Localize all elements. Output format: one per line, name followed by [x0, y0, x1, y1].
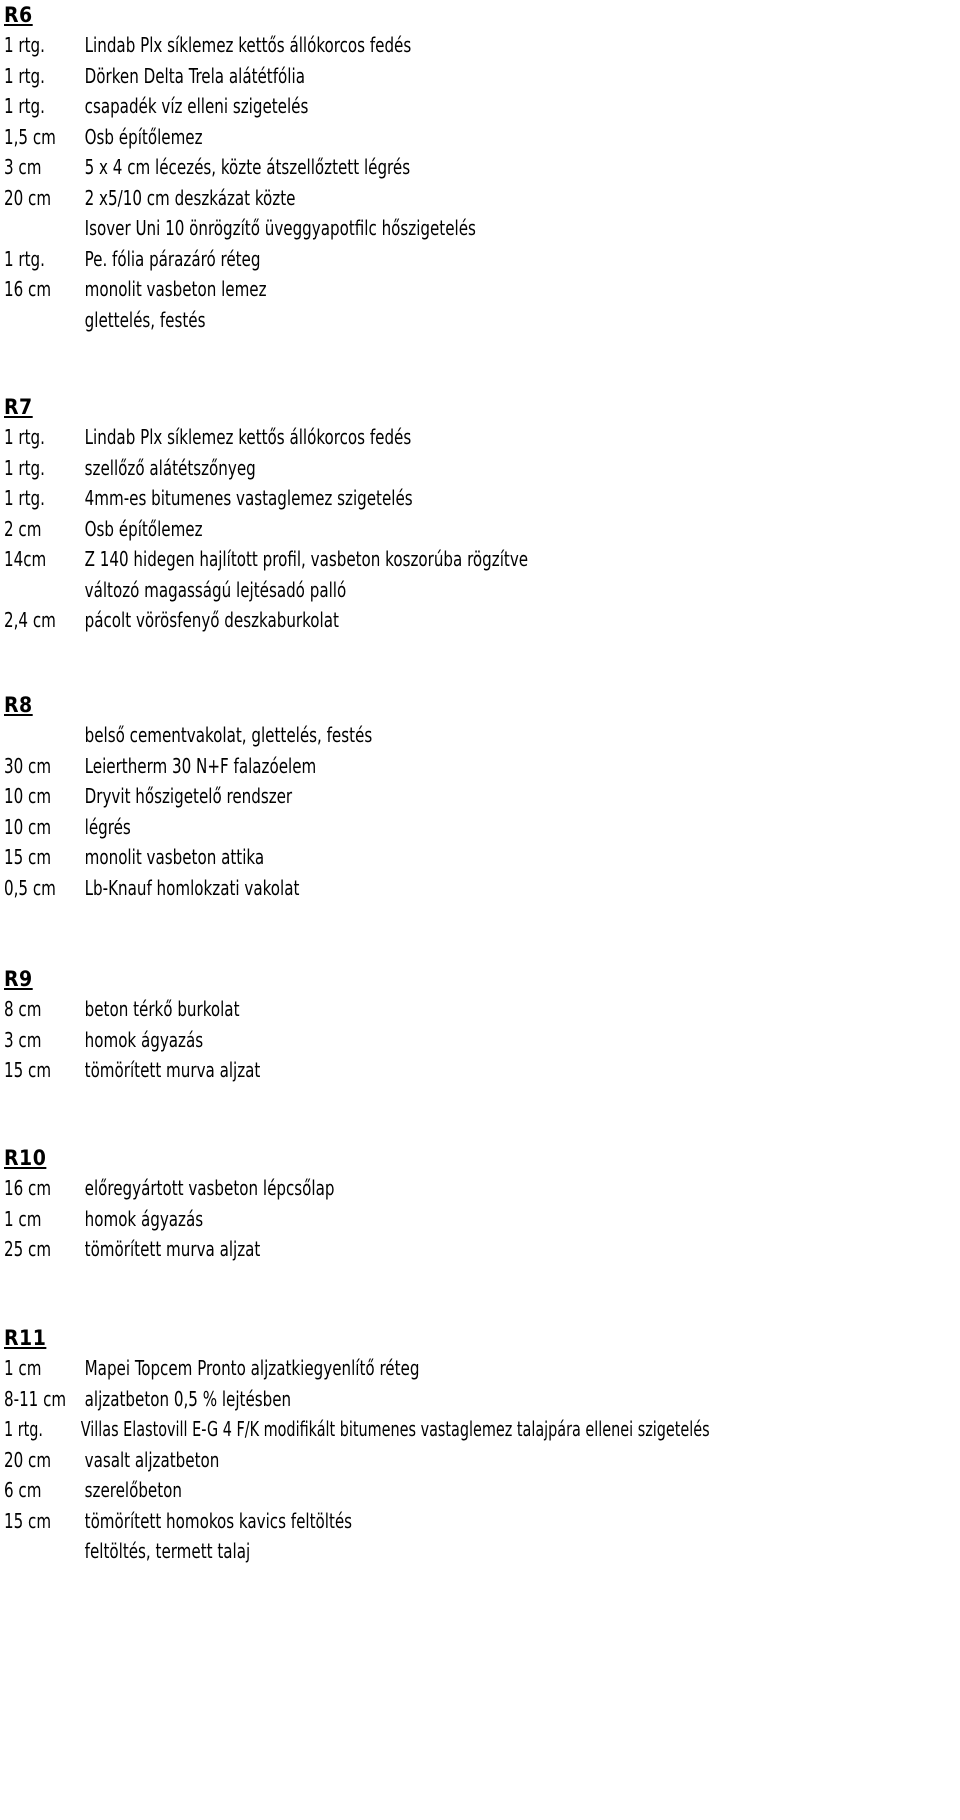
layer-thickness: 16 cm	[4, 1176, 52, 1200]
layer-description: feltöltés, termett talaj	[84, 1539, 251, 1563]
section-r11	[4, 1323, 956, 1567]
layer-row	[4, 842, 804, 873]
layer-description: Lb-Knauf homlokzati vakolat	[84, 875, 300, 900]
section-r7	[4, 392, 956, 636]
layer-thickness: 15 cm	[4, 1508, 52, 1533]
layer-description: 4mm-es bitumenes vastaglemez szigetelés	[84, 486, 413, 510]
layer-row	[4, 1173, 804, 1204]
layer-description: előregyártott vasbeton lépcsőlap	[84, 1176, 335, 1200]
layer-thickness: 1,5 cm	[4, 124, 56, 149]
layer-thickness: 20 cm	[4, 185, 52, 210]
section-title: R8	[4, 693, 33, 717]
layer-row	[4, 1445, 804, 1476]
layer-row	[4, 514, 804, 545]
section-title: R6	[4, 3, 33, 27]
layer-thickness: 8-11 cm	[4, 1386, 67, 1411]
layer-thickness: 1 rtg.	[4, 63, 45, 88]
layer-description: glettelés, festés	[84, 307, 206, 332]
layer-thickness: 10 cm	[4, 814, 52, 839]
section-title: R11	[4, 1326, 47, 1350]
layer-description: Lindab Plx síklemez kettős állókorcos fedés	[84, 425, 412, 449]
layer-row	[4, 1506, 804, 1537]
section-r9	[4, 964, 956, 1086]
layer-row	[4, 544, 804, 575]
layer-description: aljzatbeton 0,5 % lejtésben	[84, 1386, 292, 1411]
layer-thickness: 1 rtg.	[4, 425, 45, 449]
layer-thickness: 0,5 cm	[4, 875, 56, 900]
layer-description: Dörken Delta Trela alátétfólia	[84, 63, 305, 88]
layer-description: homok ágyazás	[84, 1206, 204, 1231]
layer-row	[4, 751, 804, 782]
layer-row	[4, 122, 804, 153]
layer-row	[4, 1025, 804, 1056]
layer-thickness	[4, 1536, 85, 1567]
layer-row	[4, 91, 804, 122]
layer-description: tömörített homokos kavics feltöltés	[84, 1508, 353, 1533]
section-r10	[4, 1143, 956, 1265]
layer-row	[4, 183, 804, 214]
layer-row	[4, 873, 804, 904]
layer-description: Isover Uni 10 önrögzítő üveggyapotfilc hőszigetelés	[84, 216, 476, 240]
layer-thickness: 16 cm	[4, 277, 52, 301]
layer-thickness: 15 cm	[4, 1058, 52, 1082]
layer-description: tömörített murva aljzat	[84, 1058, 261, 1082]
layer-row	[4, 575, 804, 606]
layer-description: Z 140 hidegen hajlított profil, vasbeton koszorúba rögzítve	[84, 547, 529, 571]
section-title: R10	[4, 1146, 47, 1170]
layer-thickness: 1 rtg.	[4, 1417, 43, 1441]
layer-row	[4, 422, 804, 453]
layer-row	[4, 213, 804, 244]
layer-description: 5 x 4 cm lécezés, közte átszellőztett légrés	[84, 155, 411, 179]
layer-thickness: 20 cm	[4, 1447, 52, 1472]
layer-description: monolit vasbeton lemez	[84, 277, 267, 301]
layer-row	[4, 1353, 804, 1384]
layer-thickness: 3 cm	[4, 155, 42, 179]
layer-thickness: 25 cm	[4, 1237, 52, 1261]
layer-row	[4, 605, 804, 636]
layer-description: Dryvit hőszigetelő rendszer	[84, 784, 293, 808]
layer-description: homok ágyazás	[84, 1027, 204, 1052]
layer-description: tömörített murva aljzat	[84, 1237, 261, 1261]
layer-row	[4, 30, 804, 61]
layer-row	[4, 1536, 804, 1567]
layer-thickness: 1 cm	[4, 1356, 42, 1380]
layer-description: belső cementvakolat, glettelés, festés	[84, 723, 373, 747]
layer-thickness	[4, 305, 85, 336]
layer-description: Mapei Topcem Pronto aljzatkiegyenlítő réteg	[84, 1356, 420, 1380]
layer-description: szellőző alátétszőnyeg	[84, 455, 256, 480]
layer-thickness: 30 cm	[4, 753, 52, 778]
layer-description: vasalt aljzatbeton	[84, 1447, 220, 1472]
layer-thickness	[4, 213, 85, 244]
layer-row	[4, 453, 804, 484]
layer-thickness: 6 cm	[4, 1478, 42, 1502]
layer-row	[4, 244, 804, 275]
layer-thickness: 2,4 cm	[4, 608, 56, 632]
layer-description: beton térkő burkolat	[84, 997, 240, 1021]
layer-description: szerelőbeton	[84, 1478, 182, 1502]
layer-description: Villas Elastovill E-G 4 F/K modifikált bitumenes vastaglemez talajpára ellenei szigetelés	[80, 1417, 710, 1441]
layer-thickness: 3 cm	[4, 1027, 42, 1052]
layer-description: Osb építőlemez	[84, 516, 203, 541]
layer-row	[4, 152, 804, 183]
layer-description: 2 x5/10 cm deszkázat közte	[84, 185, 296, 210]
layer-thickness: 1 rtg.	[4, 486, 45, 510]
layer-row	[4, 720, 804, 751]
layer-description: csapadék víz elleni szigetelés	[84, 94, 309, 118]
layer-description: Osb építőlemez	[84, 124, 203, 149]
layer-row	[4, 1204, 804, 1235]
layer-thickness	[4, 575, 85, 606]
section-r8	[4, 690, 956, 903]
section-r6	[4, 0, 956, 335]
layer-thickness: 1 rtg.	[4, 94, 45, 118]
layer-thickness: 8 cm	[4, 997, 42, 1021]
layer-row	[4, 1475, 804, 1506]
layer-row	[4, 483, 804, 514]
layer-thickness	[4, 720, 85, 751]
section-title: R9	[4, 967, 33, 991]
layer-thickness: 2 cm	[4, 516, 42, 541]
layer-description: pácolt vörösfenyő deszkaburkolat	[84, 608, 339, 632]
layer-thickness: 15 cm	[4, 845, 52, 869]
layer-description: Lindab Plx síklemez kettős állókorcos fedés	[84, 33, 412, 57]
layer-description: Pe. fólia párazáró réteg	[84, 246, 261, 271]
layer-thickness: 14cm	[4, 547, 47, 571]
layer-row	[4, 305, 804, 336]
layer-row	[4, 1414, 766, 1445]
layer-description: légrés	[84, 814, 131, 839]
layer-thickness: 1 rtg.	[4, 33, 45, 57]
layer-row	[4, 812, 804, 843]
layer-description: változó magasságú lejtésadó palló	[84, 577, 347, 602]
layer-row	[4, 781, 804, 812]
layer-description: monolit vasbeton attika	[84, 845, 265, 869]
layer-row	[4, 1055, 804, 1086]
layer-row	[4, 274, 804, 305]
layer-thickness: 1 rtg.	[4, 455, 45, 480]
layer-thickness: 1 cm	[4, 1206, 42, 1231]
layer-row	[4, 1384, 804, 1415]
layer-row	[4, 1234, 804, 1265]
layer-row	[4, 994, 804, 1025]
layer-thickness: 1 rtg.	[4, 246, 45, 271]
layer-thickness: 10 cm	[4, 784, 52, 808]
layer-description: Leiertherm 30 N+F falazóelem	[84, 753, 317, 778]
layer-row	[4, 61, 804, 92]
section-title: R7	[4, 395, 33, 419]
